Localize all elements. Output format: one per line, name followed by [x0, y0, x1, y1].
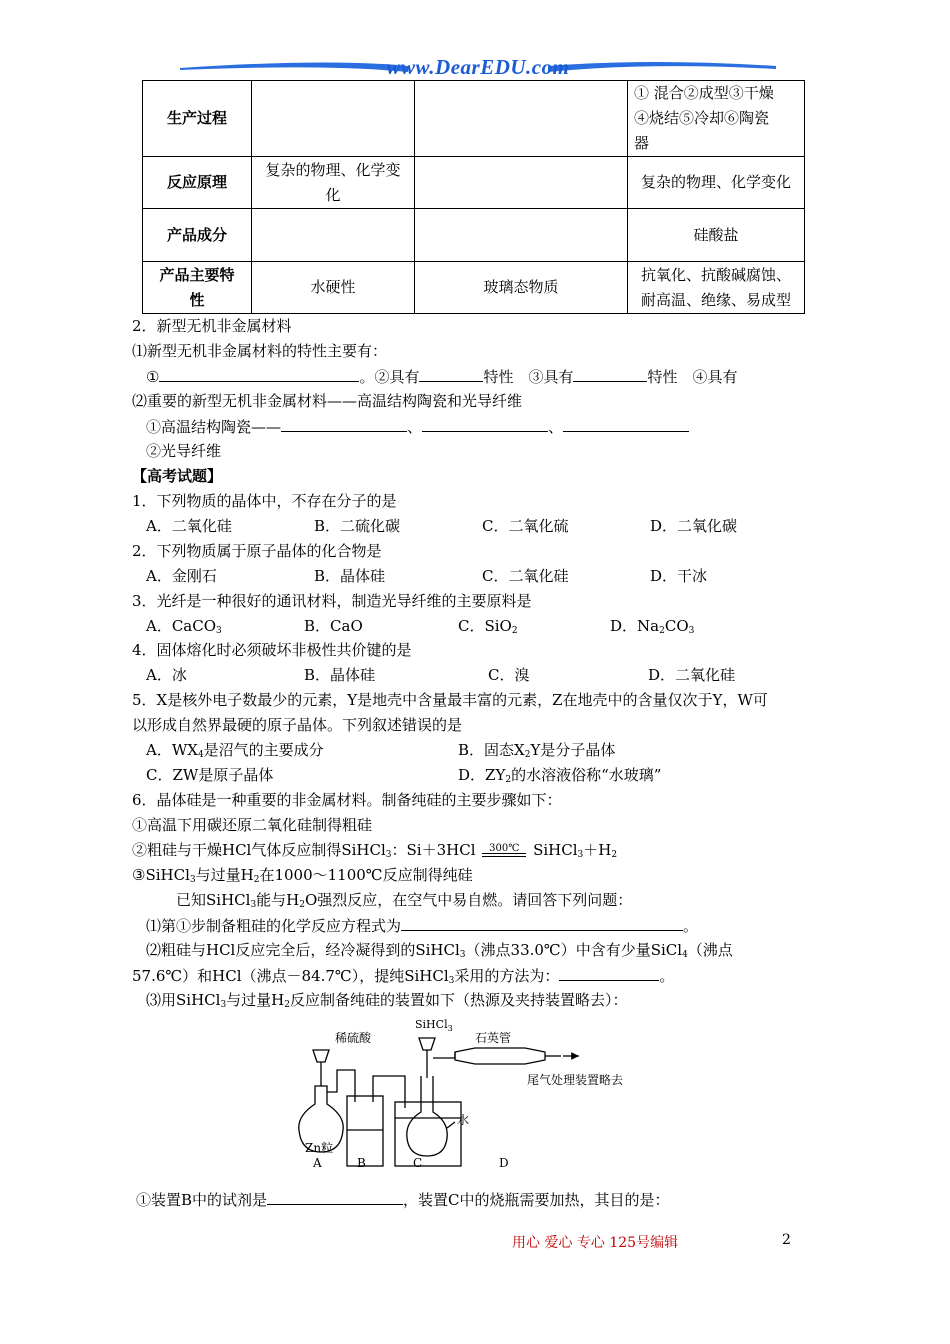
flask-c — [407, 1076, 447, 1156]
q6-part3-1 — [136, 1189, 670, 1210]
materials-table — [142, 80, 805, 314]
subscript: 3 — [448, 976, 455, 986]
q3-stem: 3．光纤是一种很好的通讯材料，制造光导纤维的主要原料是 — [132, 592, 532, 610]
q6-part2 — [146, 940, 733, 960]
text-span: ⑴第①步制备粗硅的化学反应方程式为 — [146, 917, 402, 935]
cell-line: 器 — [634, 134, 650, 152]
option-c[interactable]: C．ZW是原子晶体 — [146, 766, 274, 784]
q5-options-ab — [146, 740, 615, 760]
text-span: B．固态X — [458, 741, 525, 759]
exam-title: 【高考试题】 — [132, 467, 223, 485]
funnel-a — [313, 1050, 329, 1062]
subscript: 2 — [511, 626, 518, 636]
text-span: CO — [664, 617, 689, 635]
q2-options — [146, 566, 707, 586]
table-cell: 水硬性 — [252, 262, 415, 314]
cell-line: 性 — [189, 290, 205, 309]
subscript: 2 — [524, 750, 531, 760]
table-cell — [252, 209, 415, 262]
text-span: 的水溶液俗称“水玻璃” — [511, 766, 662, 784]
table-cell — [415, 81, 628, 157]
subscript: 3 — [216, 626, 222, 636]
condition-text: 300℃ — [489, 843, 520, 854]
subscript: 2 — [659, 626, 665, 636]
q5-stem: 5．X是核外电子数最少的元素，Y是地壳中含量最丰富的元素，Z在地壳中的含量仅次于Y，W可 — [132, 691, 768, 709]
logo-text: www.DearEDU.com — [386, 55, 570, 79]
table-row — [143, 157, 805, 209]
text-span: 、 — [407, 418, 423, 436]
text-span: 57.6℃）和HCl（沸点－84.7℃），提纯SiHCl — [132, 967, 449, 985]
cell-line: ① 混合②成型③干燥 — [634, 84, 774, 102]
text-span: （沸点 — [687, 941, 733, 959]
subscript: 2 — [299, 900, 305, 910]
text-span: 、 — [548, 418, 564, 436]
option-d[interactable]: D．二氧化碳 — [650, 517, 738, 535]
text-span: O强烈反应，在空气中易自燃。请回答下列问题： — [305, 891, 633, 909]
table-cell — [628, 81, 805, 157]
option-a[interactable] — [146, 616, 304, 636]
table-cell: 玻璃态物质 — [415, 262, 628, 314]
text-span: A．WX — [146, 741, 198, 759]
subscript: 3 — [385, 850, 392, 860]
section2-q2-2: ②光导纤维 — [146, 442, 222, 460]
text-span: 是沼气的主要成分 — [203, 741, 324, 759]
text-span: 特性 ③具有 — [483, 368, 574, 386]
subscript: 2 — [284, 1000, 290, 1010]
answer-blank[interactable] — [563, 416, 689, 432]
q5-stem-cont: 以形成自然界最硬的原子晶体。下列叙述错误的是 — [132, 716, 463, 734]
q6-stem: 6．晶体硅是一种重要的非金属材料。制备纯硅的主要步骤如下： — [132, 791, 562, 809]
text-span: SiHCl — [533, 841, 578, 859]
subscript: 3 — [688, 626, 695, 636]
label-acid: 稀硫酸 — [335, 1031, 372, 1045]
apparatus-diagram — [295, 1012, 655, 1172]
q5-options-cd — [146, 765, 661, 785]
q6-part2-cont — [132, 965, 674, 986]
text-span: C．SiO — [458, 617, 512, 635]
table-cell — [252, 81, 415, 157]
answer-blank[interactable] — [401, 915, 683, 931]
answer-blank[interactable] — [573, 366, 647, 382]
option-a[interactable] — [146, 740, 458, 760]
section2-q1-items — [146, 366, 738, 387]
answer-blank[interactable] — [159, 366, 359, 382]
text-span: 。 — [683, 917, 699, 935]
q6-step3 — [132, 865, 473, 885]
text-span: ⑶用SiHCl — [146, 991, 221, 1009]
text-span: ③SiHCl — [132, 866, 190, 884]
q2-stem: 2．下列物质属于原子晶体的化合物是 — [132, 542, 382, 560]
subscript: 3 — [250, 900, 257, 910]
option-a[interactable]: A．金刚石 — [146, 567, 217, 585]
row-label — [143, 262, 252, 314]
cell-line: 化 — [325, 185, 341, 204]
text-span: 。②具有 — [359, 368, 420, 386]
section2-q2-1 — [146, 416, 689, 437]
q1-stem: 1．下列物质的晶体中，不存在分子的是 — [132, 492, 397, 510]
table-cell — [415, 209, 628, 262]
cell-line: 产品主要特 — [159, 265, 235, 284]
text-span: A．CaCO — [146, 617, 217, 635]
label-sihcl: SiHCl$_3$ — [415, 1018, 453, 1033]
label-d: D — [499, 1156, 509, 1170]
answer-blank[interactable] — [559, 965, 659, 981]
option-b[interactable]: B．晶体硅 — [304, 666, 376, 684]
row-label: 反应原理 — [143, 157, 252, 209]
option-a[interactable]: A．二氧化硅 — [146, 517, 232, 535]
label-water: 水 — [457, 1113, 470, 1127]
row-label: 产品成分 — [143, 209, 252, 262]
label-exhaust: 尾气处理装置略去 — [527, 1073, 624, 1087]
subscript: 4 — [197, 750, 204, 760]
label-b: B — [357, 1156, 366, 1170]
q6-step1: ①高温下用碳还原二氧化硅制得粗硅 — [132, 816, 373, 834]
option-b[interactable]: B．二硫化碳 — [314, 517, 401, 535]
text-span: Y是分子晶体 — [530, 741, 616, 759]
section2-title: 2．新型无机非金属材料 — [132, 317, 292, 335]
text-span: 与过量H — [195, 866, 254, 884]
option-d[interactable]: D．干冰 — [650, 567, 708, 585]
answer-blank[interactable] — [422, 416, 548, 432]
table-row — [143, 81, 805, 157]
subscript: 4 — [682, 950, 688, 960]
subscript: 2 — [611, 850, 618, 860]
text-span: D．Na — [610, 617, 660, 635]
text-span: ①高温结构陶瓷—— — [146, 418, 282, 436]
table-cell — [252, 157, 415, 209]
label-quartz-tube: 石英管 — [475, 1031, 512, 1045]
text-span: （沸点33.0℃）中含有少量SiCl — [465, 941, 683, 959]
option-b[interactable] — [458, 740, 615, 760]
text-span: ②粗硅与干燥HCl气体反应制得SiHCl — [132, 841, 386, 859]
q6-known — [176, 890, 632, 910]
q3-options — [146, 616, 694, 636]
cell-line: ④烧结⑤冷却⑥陶瓷 — [634, 109, 770, 127]
option-d[interactable]: D．二氧化硅 — [648, 666, 736, 684]
row-label: 生产过程 — [143, 81, 252, 157]
reaction-condition — [480, 841, 528, 861]
subscript: 3 — [189, 875, 196, 885]
text-span: 能与H — [256, 891, 300, 909]
q6-part1 — [146, 915, 698, 936]
text-span: ，装置C中的烧瓶需要加热，其目的是： — [403, 1191, 670, 1209]
option-c[interactable]: C．溴 — [488, 666, 530, 684]
text-span: ：Si＋3HCl — [391, 841, 476, 859]
label-c: C — [413, 1156, 423, 1170]
section2-q2: ⑵重要的新型无机非金属材料——高温结构陶瓷和光导纤维 — [132, 392, 523, 410]
option-c[interactable] — [458, 616, 610, 636]
option-b[interactable]: B．CaO — [304, 617, 363, 635]
text-span: 特性 ④具有 — [647, 368, 738, 386]
subscript: 3 — [220, 1000, 227, 1010]
table-cell — [628, 262, 805, 314]
text-span: ＋H — [583, 841, 612, 859]
option-c[interactable]: C．二氧化硅 — [482, 567, 569, 585]
text-span: ⑵粗硅与HCl反应完全后，经冷凝得到的SiHCl — [146, 941, 460, 959]
text-span: D．ZY — [458, 766, 506, 784]
subscript: 2 — [505, 775, 512, 785]
q1-options — [146, 516, 737, 536]
table-cell — [415, 157, 628, 209]
table-cell: 硅酸盐 — [628, 209, 805, 262]
q4-stem: 4．固体熔化时必须破坏非极性共价键的是 — [132, 641, 412, 659]
q6-step2 — [132, 840, 617, 861]
footer-text: 用心 爱心 专心 125号编辑 — [512, 1235, 679, 1251]
answer-blank[interactable] — [419, 366, 483, 382]
q4-options — [146, 665, 735, 685]
quartz-tube-d — [455, 1048, 545, 1064]
cell-line: 抗氧化、抗酸碱腐蚀、 — [640, 265, 791, 284]
option-c[interactable]: C．二氧化硫 — [482, 517, 569, 535]
subscript: 2 — [253, 875, 260, 885]
subscript: 3 — [577, 850, 584, 860]
table-cell: 复杂的物理、化学变化 — [628, 157, 805, 209]
subscript: 3 — [459, 950, 466, 960]
answer-blank[interactable] — [267, 1189, 403, 1205]
text-span: ①装置B中的试剂是 — [136, 1191, 268, 1209]
table-row — [143, 262, 805, 314]
text-span: 已知SiHCl — [176, 891, 251, 909]
table-row — [143, 209, 805, 262]
option-d[interactable] — [610, 616, 694, 636]
option-b[interactable]: B．晶体硅 — [314, 567, 386, 585]
text-span: 。 — [659, 967, 675, 985]
text-span: 采用的方法为： — [454, 967, 560, 985]
text-span: 与过量H — [226, 991, 285, 1009]
cell-line: 复杂的物理、化学变 — [265, 160, 401, 179]
page-number: 2 — [782, 1232, 791, 1248]
label-a: A — [313, 1156, 322, 1170]
option-d[interactable] — [458, 765, 661, 785]
text-span: ① — [146, 368, 160, 386]
q6-part3 — [146, 990, 628, 1010]
answer-blank[interactable] — [281, 416, 407, 432]
cell-line: 耐高温、绝缘、易成型 — [640, 290, 791, 309]
text-span: 反应制备纯硅的装置如下（热源及夹持装置略去）： — [290, 991, 628, 1009]
section2-q1: ⑴新型无机非金属材料的特性主要有： — [132, 342, 388, 360]
text-span: 在1000～1100℃反应制得纯硅 — [259, 866, 473, 884]
label-zn: Zn粒 — [305, 1141, 334, 1155]
option-a[interactable]: A．冰 — [146, 666, 187, 684]
